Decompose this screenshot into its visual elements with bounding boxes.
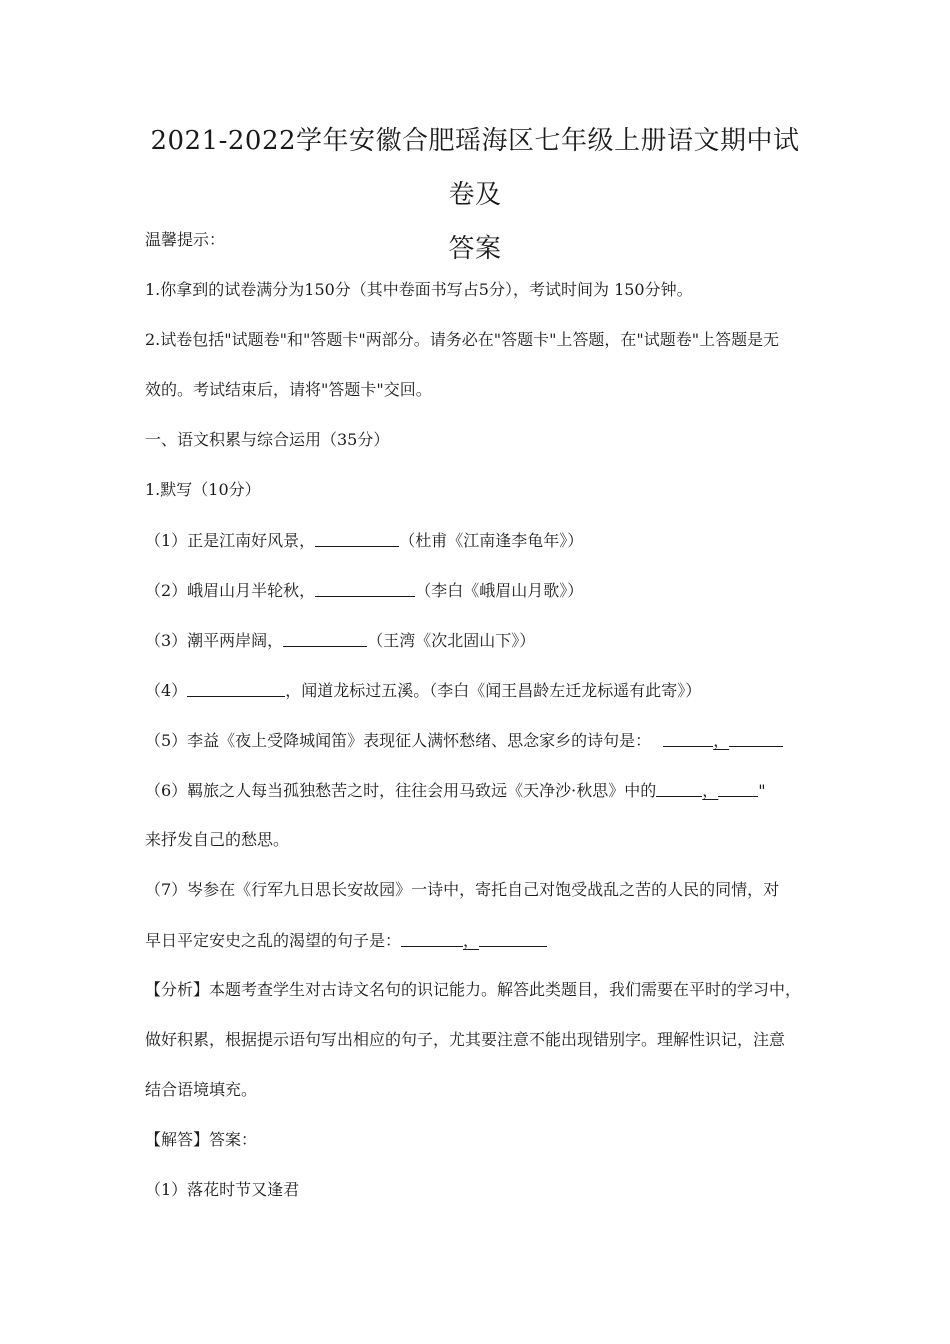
tip-1: 1.你拿到的试卷满分为150分（其中卷面书写占5分），考试时间为 150分钟。 — [145, 280, 693, 299]
title-line-2: 答案 — [448, 234, 502, 264]
question-1-1-source: （杜甫《江南逢李龟年》） — [399, 531, 584, 550]
blank-comma: ， — [463, 931, 480, 950]
question-1-1-prompt: （1）正是江南好风景， — [145, 531, 316, 550]
question-1-4-number: （4） — [145, 681, 188, 700]
question-1-5-prompt: （5）李益《夜上受降城闻笛》表现征人满怀愁绪、思念家乡的诗句是： — [145, 731, 652, 750]
analysis-line-2: 做好积累，根据提示语句写出相应的句子，尤其要注意不能出现错别字。理解性识记，注意 — [145, 1030, 786, 1049]
question-1-5 — [145, 729, 810, 752]
question-1-7-line-1: （7）岑参在《行军九日思长安故园》一诗中，寄托自己对饱受战乱之苦的人民的同情，对 — [145, 880, 780, 899]
tip-2-line-2: 效的。考试结束后，请将"答题卡"交回。 — [145, 380, 432, 399]
answer-blank — [656, 780, 702, 797]
answer-blank — [479, 930, 547, 947]
question-1-heading: 1.默写（10分） — [145, 480, 261, 499]
question-1-4-rest: ，闻道龙标过五溪。（李白《闻王昌龄左迁龙标遥有此寄》） — [285, 681, 702, 700]
question-1-7-line-2 — [145, 929, 810, 952]
question-1-6-prompt: （6）羁旅之人每当孤独愁苦之时，往往会用马致远《天净沙·秋思》中的 — [145, 781, 657, 800]
tip-heading: 温馨提示： — [145, 230, 226, 249]
question-1-4 — [145, 679, 810, 702]
question-1-3 — [145, 629, 810, 652]
answer-1: （1）落花时节又逢君 — [145, 1180, 300, 1199]
blank-comma: ， — [713, 731, 730, 750]
answer-blank — [315, 580, 415, 597]
answer-blank — [663, 730, 713, 747]
question-1-2 — [145, 579, 810, 602]
question-1-1 — [145, 529, 810, 552]
answer-blank — [718, 780, 758, 797]
document-title — [140, 114, 810, 276]
analysis-line-1: 【分析】本题考查学生对古诗文名句的识记能力。解答此类题目，我们需要在平时的学习中， — [145, 980, 802, 999]
closing-quote: " — [758, 781, 766, 800]
section-1-heading: 一、语文积累与综合运用（35分） — [145, 430, 390, 449]
question-1-6 — [145, 779, 810, 802]
blank-comma: ， — [702, 781, 719, 800]
title-line-1: 2021-2022学年安徽合肥瑶海区七年级上册语文期中试卷及 — [150, 126, 800, 210]
answer-blank — [187, 680, 285, 697]
answer-blank — [729, 730, 783, 747]
tip-2-line-1: 2.试卷包括"试题卷"和"答题卡"两部分。请务必在"答题卡"上答题，在"试题卷"上答题是无 — [145, 330, 780, 349]
question-1-7-prompt: 早日平定安史之乱的渴望的句子是： — [145, 931, 402, 950]
answer-blank — [401, 930, 463, 947]
question-1-3-source: （王湾《次北固山下》） — [367, 631, 536, 650]
question-1-3-prompt: （3）潮平两岸阔， — [145, 631, 284, 650]
question-1-2-prompt: （2）峨眉山月半轮秋， — [145, 581, 316, 600]
answer-blank — [315, 530, 399, 547]
question-1-6-line-2: 来抒发自己的愁思。 — [145, 830, 290, 849]
answer-heading: 【解答】答案： — [145, 1130, 258, 1149]
analysis-line-3: 结合语境填充。 — [145, 1080, 258, 1099]
answer-blank — [283, 630, 367, 647]
question-1-2-source: （李白《峨眉山月歌》） — [415, 581, 584, 600]
